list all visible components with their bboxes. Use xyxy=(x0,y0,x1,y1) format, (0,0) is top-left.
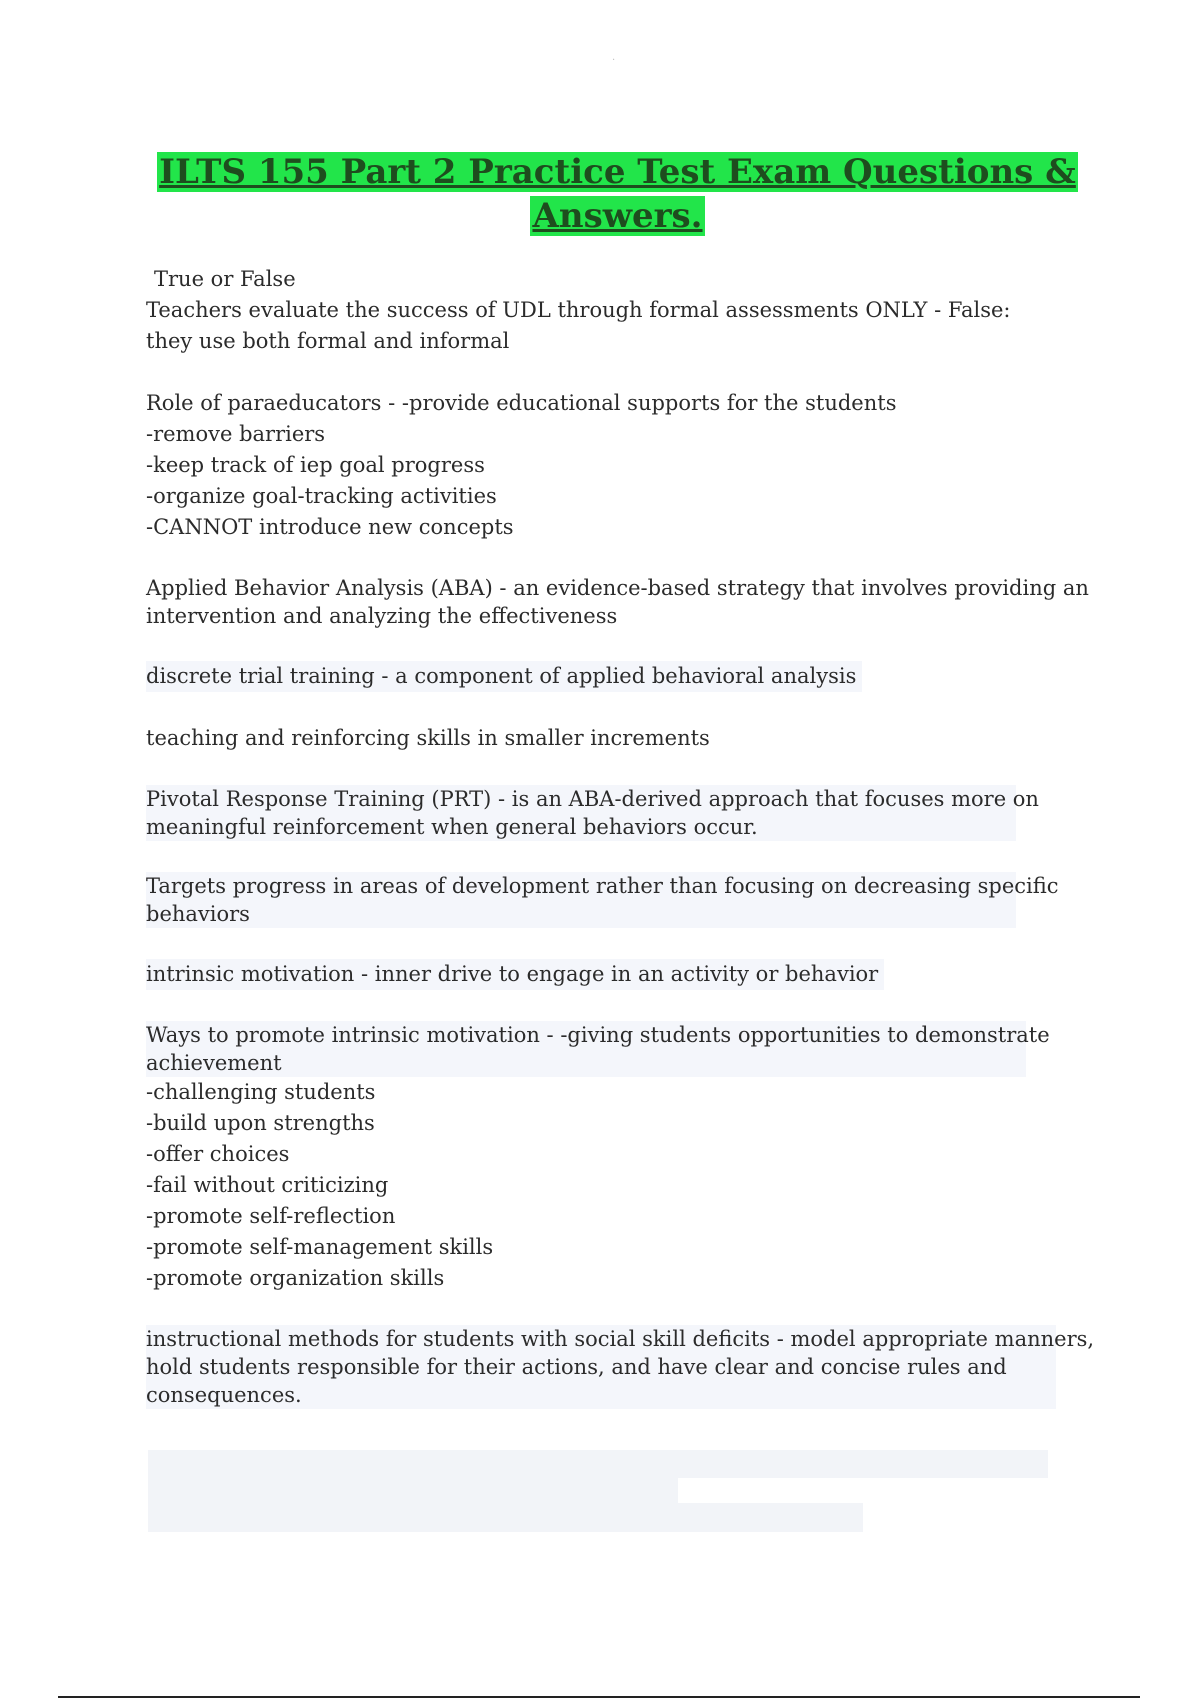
entry-true-false xyxy=(146,264,1066,357)
blurred-region xyxy=(678,1503,863,1532)
list-item: -offer choices xyxy=(146,1142,290,1166)
list-item: -remove barriers xyxy=(146,422,326,446)
entry-intrinsic xyxy=(146,959,1066,990)
list-item: -build upon strengths xyxy=(146,1111,375,1135)
entry-text: teaching and reinforcing skills in smaller increments xyxy=(146,726,710,750)
entry-text: intervention and analyzing the effectiveness xyxy=(146,604,618,628)
entry-text: behaviors xyxy=(146,902,250,926)
blurred-region xyxy=(148,1478,678,1532)
document-title xyxy=(0,150,1200,238)
entry-text: Role of paraeducators - -provide educational supports for the students xyxy=(146,391,897,415)
entry-text: consequences. xyxy=(146,1383,302,1407)
title-line-2: Answers. xyxy=(532,196,703,236)
entry-text: Teachers evaluate the success of UDL through formal assessments ONLY - False: xyxy=(146,298,1011,322)
entry-text: instructional methods for students with social skill deficits - model appropriate manners, xyxy=(146,1327,1095,1351)
entry-text: Targets progress in areas of development rather than focusing on decreasing specific xyxy=(146,874,1059,898)
entry-teaching xyxy=(146,723,1066,754)
list-item: -fail without criticizing xyxy=(146,1173,389,1197)
entry-targets xyxy=(146,872,1059,928)
entry-social-skills xyxy=(146,1325,1095,1409)
entry-heading: True or False xyxy=(154,267,296,291)
list-item: -promote self-reflection xyxy=(146,1204,396,1228)
entry-paraeducators xyxy=(146,388,1066,543)
blurred-region xyxy=(148,1450,1048,1478)
list-item: -CANNOT introduce new concepts xyxy=(146,515,514,539)
entry-prt xyxy=(146,785,1039,841)
entry-aba xyxy=(146,574,1089,630)
entry-text: they use both formal and informal xyxy=(146,329,510,353)
entry-ways xyxy=(146,1021,1066,1294)
list-item: -promote self-management skills xyxy=(146,1235,494,1259)
list-item: -keep track of iep goal progress xyxy=(146,453,485,477)
list-item: -organize goal-tracking activities xyxy=(146,484,497,508)
list-item: -promote organization skills xyxy=(146,1266,445,1290)
entry-dtt xyxy=(146,661,1066,692)
entry-text: Pivotal Response Training (PRT) - is an ABA-derived approach that focuses more on xyxy=(146,787,1039,811)
title-line-1: ILTS 155 Part 2 Practice Test Exam Questions & xyxy=(159,152,1076,192)
entry-text: achievement xyxy=(146,1051,282,1075)
entry-text: discrete trial training - a component of applied behavioral analysis xyxy=(146,661,862,692)
entry-text: hold students responsible for their actions, and have clear and concise rules and xyxy=(146,1355,1007,1379)
entry-text: intrinsic motivation - inner drive to engage in an activity or behavior xyxy=(146,959,884,990)
top-mark: . xyxy=(612,52,616,63)
document-body xyxy=(146,264,1095,1440)
footer-rule xyxy=(58,1696,1140,1698)
entry-text: Ways to promote intrinsic motivation - -giving students opportunities to demonstrate xyxy=(146,1023,1050,1047)
list-item: -challenging students xyxy=(146,1080,376,1104)
entry-text: meaningful reinforcement when general behaviors occur. xyxy=(146,815,758,839)
entry-text: Applied Behavior Analysis (ABA) - an evidence-based strategy that involves providing an xyxy=(146,576,1089,600)
